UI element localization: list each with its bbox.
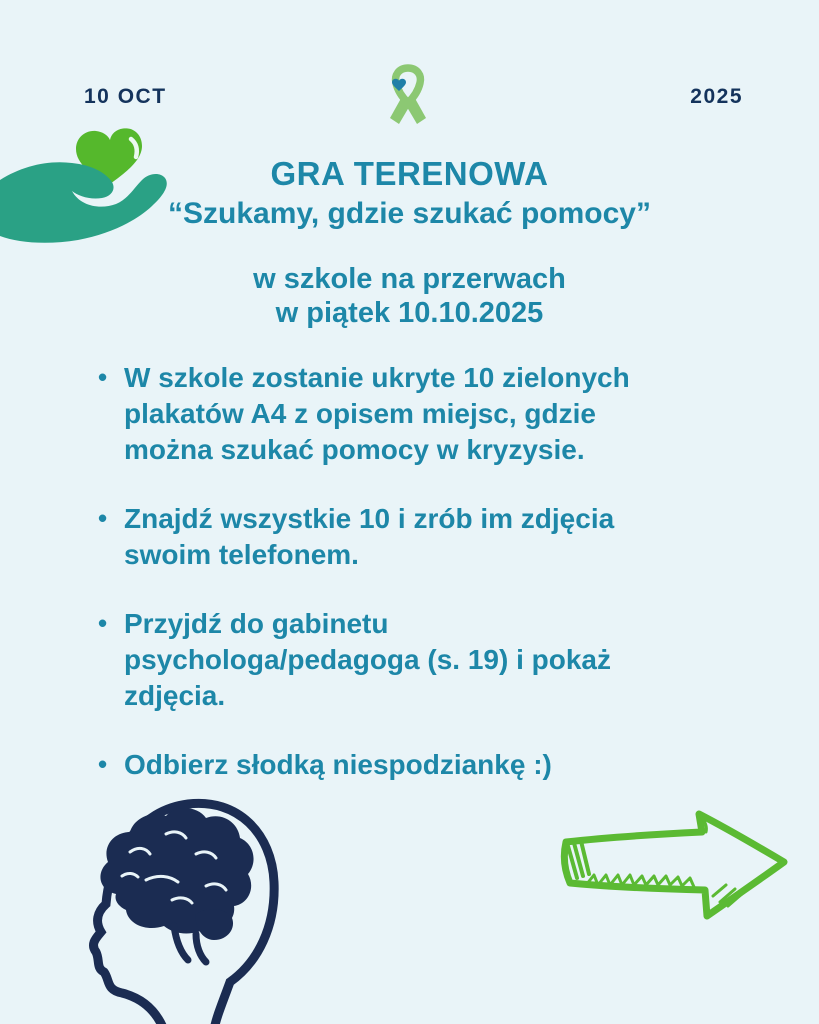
bullet-line: • W szkole zostanie ukryte 10 zielonych — [124, 362, 630, 393]
list-item — [98, 501, 758, 573]
instructions-list — [98, 360, 758, 816]
event-when — [0, 262, 819, 330]
year-label: 2025 — [690, 85, 743, 108]
bullet-line: plakatów A4 z opisem miejsc, gdzie — [124, 398, 596, 429]
event-location-line: w szkole na przerwach — [253, 263, 566, 295]
head-brain-illustration — [44, 792, 282, 1024]
bullet-line: • Znajdź wszystkie 10 i zrób im zdjęcia — [124, 503, 615, 534]
list-item — [98, 606, 758, 714]
list-item — [98, 360, 758, 468]
bullet-line: • Przyjdź do gabinetu — [124, 608, 389, 639]
arrow-right-icon — [556, 806, 798, 920]
poster-title: GRA TERENOWA — [270, 155, 549, 192]
brain-icon — [100, 808, 253, 934]
poster-subtitle: “Szukamy, gdzie szukać pomocy” — [168, 197, 651, 230]
title-block — [0, 155, 819, 231]
bullet-line: psychologa/pedagoga (s. 19) i pokaż — [124, 644, 611, 675]
event-date-line: w piątek 10.10.2025 — [275, 297, 544, 329]
bullet-line: można szukać pomocy w kryzysie. — [124, 434, 585, 465]
bullet-line: • Odbierz słodką niespodziankę :) — [124, 749, 552, 780]
awareness-ribbon-icon — [382, 63, 434, 129]
bullet-line: zdjęcia. — [124, 680, 226, 711]
list-item — [98, 747, 758, 783]
date-label: 10 OCT — [84, 85, 167, 108]
bullet-line: swoim telefonem. — [124, 539, 359, 570]
